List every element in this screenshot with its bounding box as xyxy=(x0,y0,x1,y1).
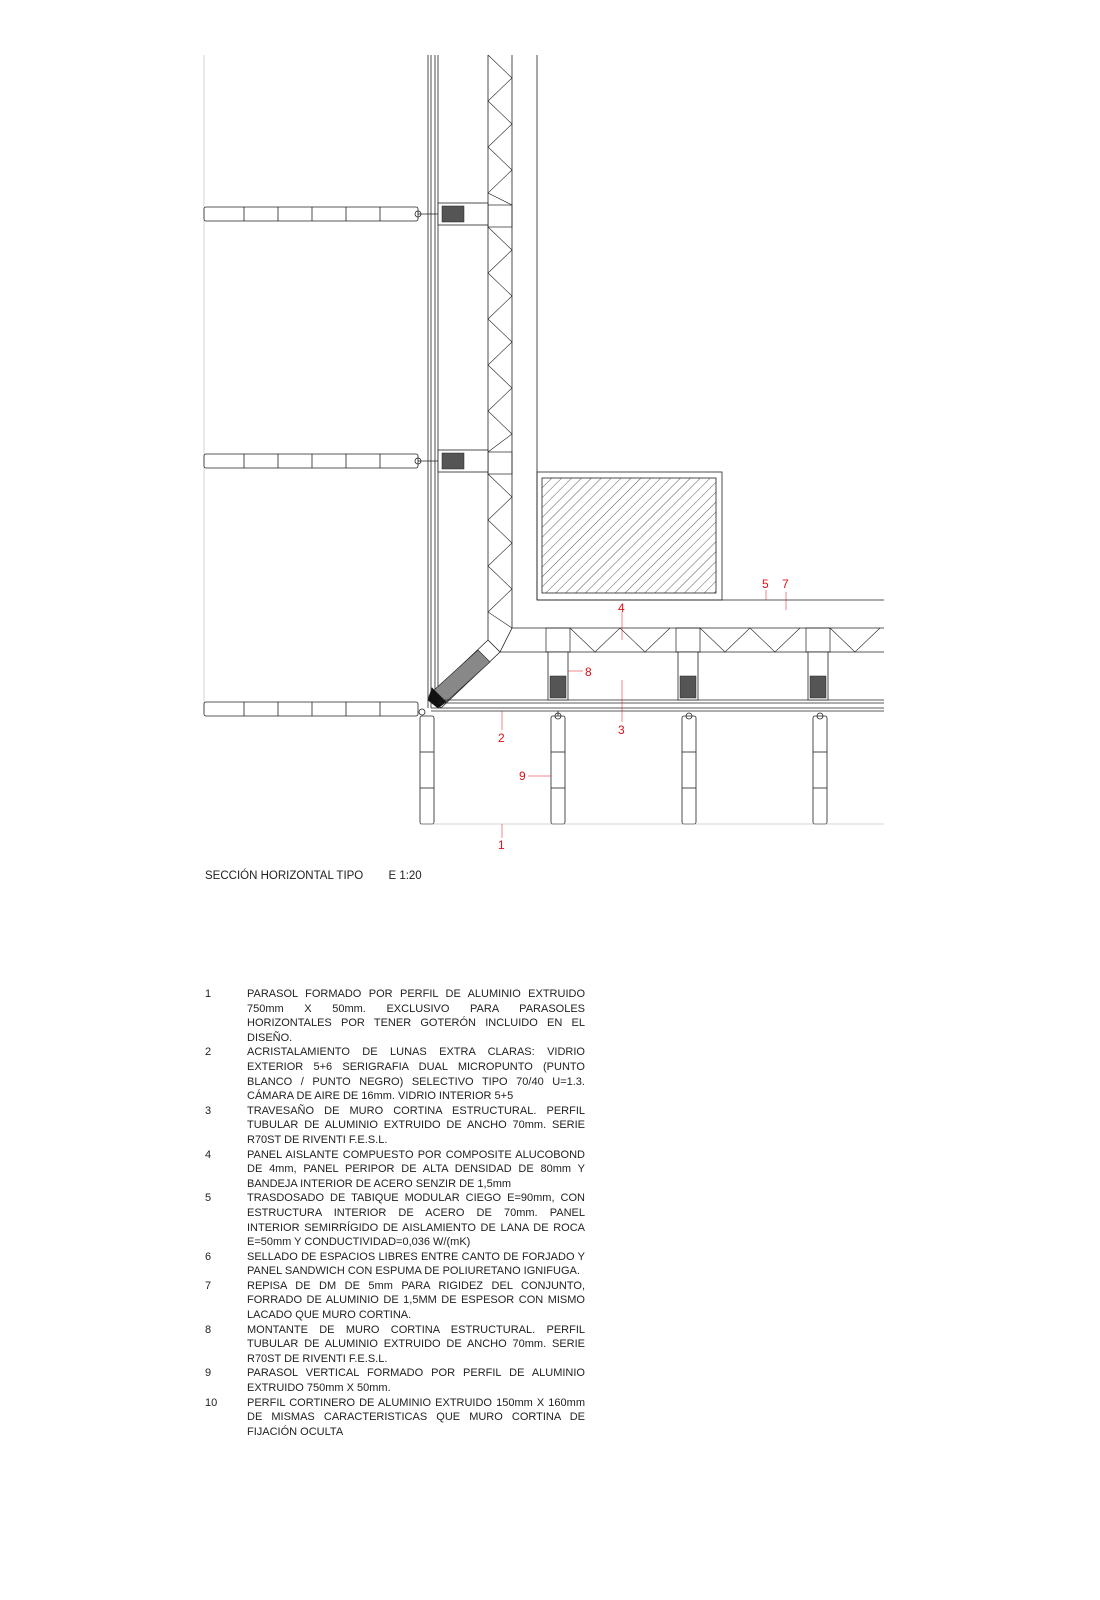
callout-8: 8 xyxy=(585,665,592,679)
legend-number: 5 xyxy=(205,1192,212,1205)
legend-item xyxy=(205,1191,585,1249)
legend-number: 7 xyxy=(205,1279,212,1292)
legend-item xyxy=(205,987,585,1045)
callout-5: 5 xyxy=(762,577,769,591)
drawing-caption xyxy=(205,870,422,882)
legend-number: 6 xyxy=(205,1250,212,1263)
legend-item xyxy=(205,1279,585,1323)
legend-number: 2 xyxy=(205,1046,212,1059)
legend-text: ACRISTALAMIENTO DE LUNAS EXTRA CLARAS: VIDRIO EXTERIOR 5+6 SERIGRAFIA DUAL MICROPUNTO (PUNTO BLANCO / PUNTO NEGRO) SELECTIVO TIPO 70/40 U=1.3. CÁMARA DE AIRE DE 16mm. VIDRIO INTERIOR 5+5 xyxy=(247,1046,585,1103)
vertical-glazing xyxy=(428,55,438,708)
callout-2: 2 xyxy=(498,731,505,745)
corner-mullion xyxy=(428,640,500,708)
legend-text: PERFIL CORTINERO DE ALUMINIO EXTRUIDO 150mm X 160mm DE MISMAS CARACTERISTICAS QUE MURO CORTINA DE FIJACIÓN OCULTA xyxy=(247,1396,585,1438)
caption-title: SECCIÓN HORIZONTAL TIPO xyxy=(205,870,364,882)
legend-text: PARASOL FORMADO POR PERFIL DE ALUMINIO EXTRUIDO 750mm X 50mm. EXCLUSIVO PARA PARASOLES HORIZONTALES POR TENER GOTERÓN INCLUIDO EN EL DISEÑO. xyxy=(247,988,585,1044)
legend-item xyxy=(205,1045,585,1103)
legend-item xyxy=(205,1250,585,1279)
legend-text: REPISA DE DM DE 5mm PARA RIGIDEZ DEL CONJUNTO, FORRADO DE ALUMINIO DE 1,5MM DE ESPESOR CON MISMO LACADO QUE MURO CORTINA. xyxy=(247,1279,585,1322)
legend-list xyxy=(205,987,585,1439)
vertical-insulated-panel xyxy=(488,55,512,640)
legend-text: TRAVESAÑO DE MURO CORTINA ESTRUCTURAL. PERFIL TUBULAR DE ALUMINIO EXTRUIDO DE ANCHO 70mm. SERIE R70ST DE RIVENTI F.E.S.L. xyxy=(247,1104,585,1146)
legend-text: MONTANTE DE MURO CORTINA ESTRUCTURAL. PERFIL TUBULAR DE ALUMINIO EXTRUIDO DE ANCHO 70mm. SERIE R70ST DE RIVENTI F.E.S.L. xyxy=(247,1323,585,1365)
legend-item xyxy=(205,1366,585,1395)
legend-number: 10 xyxy=(205,1396,218,1409)
legend-number: 8 xyxy=(205,1323,212,1336)
horizontal-glazing xyxy=(431,700,884,711)
vertical-wall-mullions xyxy=(438,203,488,472)
legend-text: TRASDOSADO DE TABIQUE MODULAR CIEGO E=90mm, CON ESTRUCTURA INTERIOR DE ACERO DE 70mm. PANEL INTERIOR SEMIRRÍGIDO DE AISLAMIENTO DE LANA DE ROCA E=50mm Y CONDUCTIVIDAD=0,036 W/(mK) xyxy=(247,1192,585,1249)
legend-item xyxy=(205,1104,585,1148)
legend-number: 4 xyxy=(205,1148,212,1161)
hatched-structure xyxy=(542,478,716,593)
legend-item xyxy=(205,1396,585,1440)
legend-text: SELLADO DE ESPACIOS LIBRES ENTRE CANTO DE FORJADO Y PANEL SANDWICH CON ESPUMA DE POLIURETANO IGNIFUGA. xyxy=(247,1250,585,1278)
legend-text: PANEL AISLANTE COMPUESTO POR COMPOSITE ALUCOBOND DE 4mm, PANEL PERIPOR DE ALTA DENSIDAD DE 80mm Y BANDEJA INTERIOR DE ACERO SENZIR DE 1,5mm xyxy=(247,1148,585,1190)
legend-item xyxy=(205,1323,585,1367)
legend-number: 9 xyxy=(205,1367,212,1380)
callout-3: 3 xyxy=(618,723,625,737)
horizontal-sunshade-blades xyxy=(204,207,438,716)
legend-text: PARASOL VERTICAL FORMADO POR PERFIL DE ALUMINIO EXTRUIDO 750mm X 50mm. xyxy=(247,1367,585,1395)
callout-leaders xyxy=(502,590,786,838)
callouts xyxy=(498,577,789,852)
legend-item xyxy=(205,1148,585,1192)
callout-7: 7 xyxy=(782,577,789,591)
legend-number: 1 xyxy=(205,988,212,1000)
legend-number: 3 xyxy=(205,1104,212,1117)
horizontal-insulated-panel xyxy=(500,628,884,652)
caption-scale: E 1:20 xyxy=(388,870,422,882)
callout-9: 9 xyxy=(519,769,526,783)
callout-1: 1 xyxy=(498,838,505,852)
callout-4: 4 xyxy=(618,601,625,615)
